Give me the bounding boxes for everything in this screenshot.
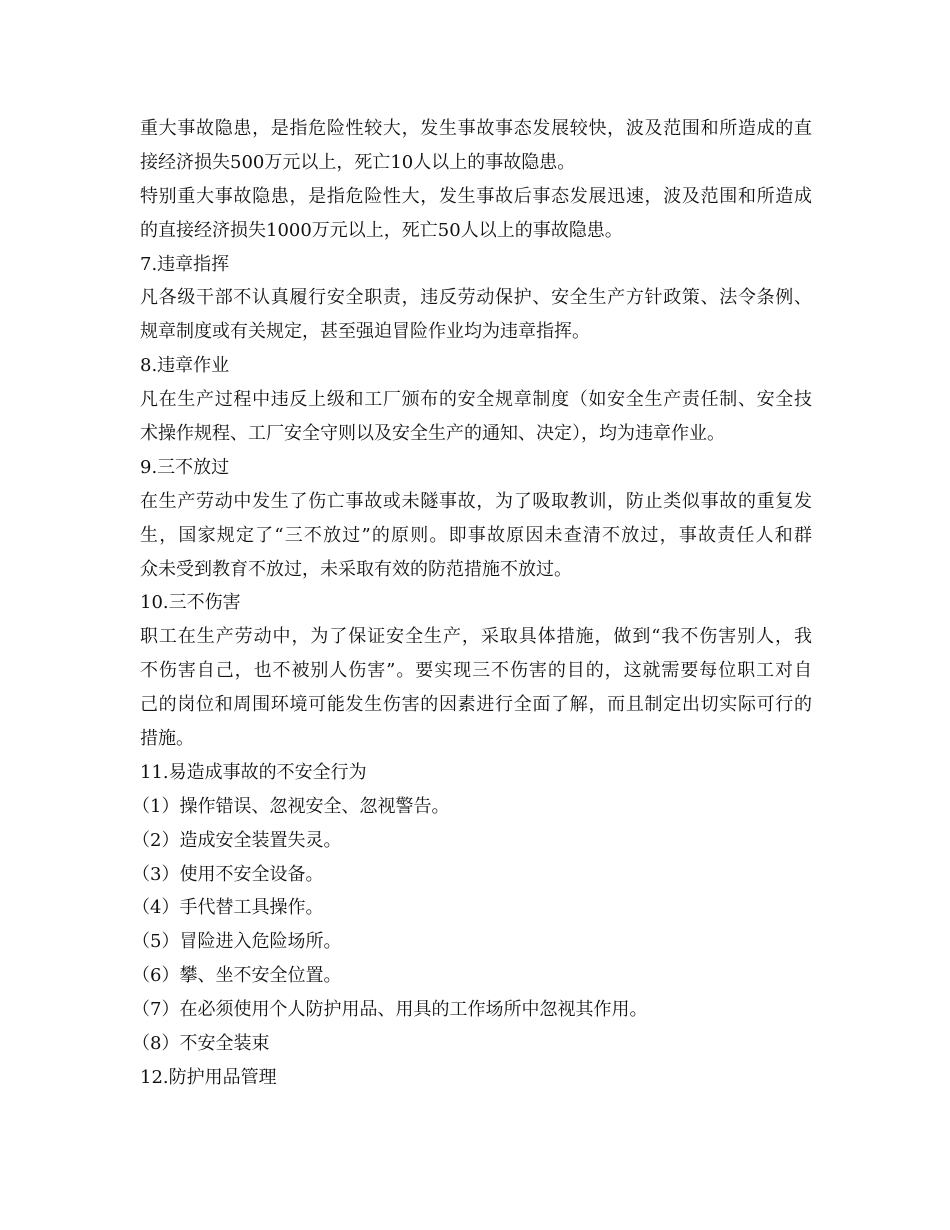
text-line: 接经济损失500万元以上，死亡10人以上的事故隐患。 [140,151,576,173]
document-body [132,112,812,1095]
list-item: （6）攀、坐不安全位置。 [132,965,342,987]
list-item: （2）造成安全装置失灵。 [132,829,342,851]
section-heading: 10.三不伤害 [140,592,241,614]
section-heading: 8.违章作业 [140,355,230,377]
list-item: （7）在必须使用个人防护用品、用具的工作场所中忽视其作用。 [132,999,648,1021]
section-heading: 9.三不放过 [140,456,230,478]
text-line: 凡各级干部不认真履行安全职责，违反劳动保护、安全生产方针政策、法令条例、 [140,287,812,309]
text-line: 在生产劳动中发生了伤亡事故或未隧事故，为了吸取教训，防止类似事故的重复发 [140,490,812,512]
text-line: 职工在生产劳动中，为了保证安全生产，采取具体措施，做到“我不伤害别人，我 [140,626,812,648]
text-line: 己的岗位和周围环境可能发生伤害的因素进行全面了解，而且制定出切实际可行的 [140,694,812,716]
text-line: 措施。 [140,728,194,750]
section-heading: 12.防护用品管理 [140,1066,277,1088]
text-line: 生，国家规定了“三不放过”的原则。即事故原因未查清不放过，事故责任人和群 [140,524,812,546]
list-item: （8）不安全装束 [132,1033,270,1055]
text-line: 的直接经济损失1000万元以上，死亡50人以上的事故隐患。 [140,219,623,241]
section-heading: 11.易造成事故的不安全行为 [140,761,367,783]
text-line: 术操作规程、工厂安全守则以及安全生产的通知、决定），均为违章作业。 [140,423,725,445]
list-item: （1）操作错误、忽视安全、忽视警告。 [132,795,450,817]
section-heading: 7.违章指挥 [140,253,230,275]
text-line: 众未受到教育不放过，未采取有效的防范措施不放过。 [140,558,572,580]
text-line: 凡在生产过程中违反上级和工厂颁布的安全规章制度（如安全生产责任制、安全技 [140,389,812,411]
text-line: 特别重大事故隐患，是指危险性大，发生事故后事态发展迅速，波及范围和所造成 [140,185,812,207]
list-item: （4）手代替工具操作。 [132,897,324,919]
list-item: （3）使用不安全设备。 [132,863,324,885]
list-item: （5）冒险进入危险场所。 [132,931,342,953]
text-line: 重大事故隐患，是指危险性较大，发生事故事态发展较快，波及范围和所造成的直 [140,118,812,139]
text-line: 不伤害自己，也不被别人伤害”。要实现三不伤害的目的，这就需要每位职工对自 [140,660,812,682]
text-line: 规章制度或有关规定，甚至强迫冒险作业均为违章指挥。 [140,321,590,343]
